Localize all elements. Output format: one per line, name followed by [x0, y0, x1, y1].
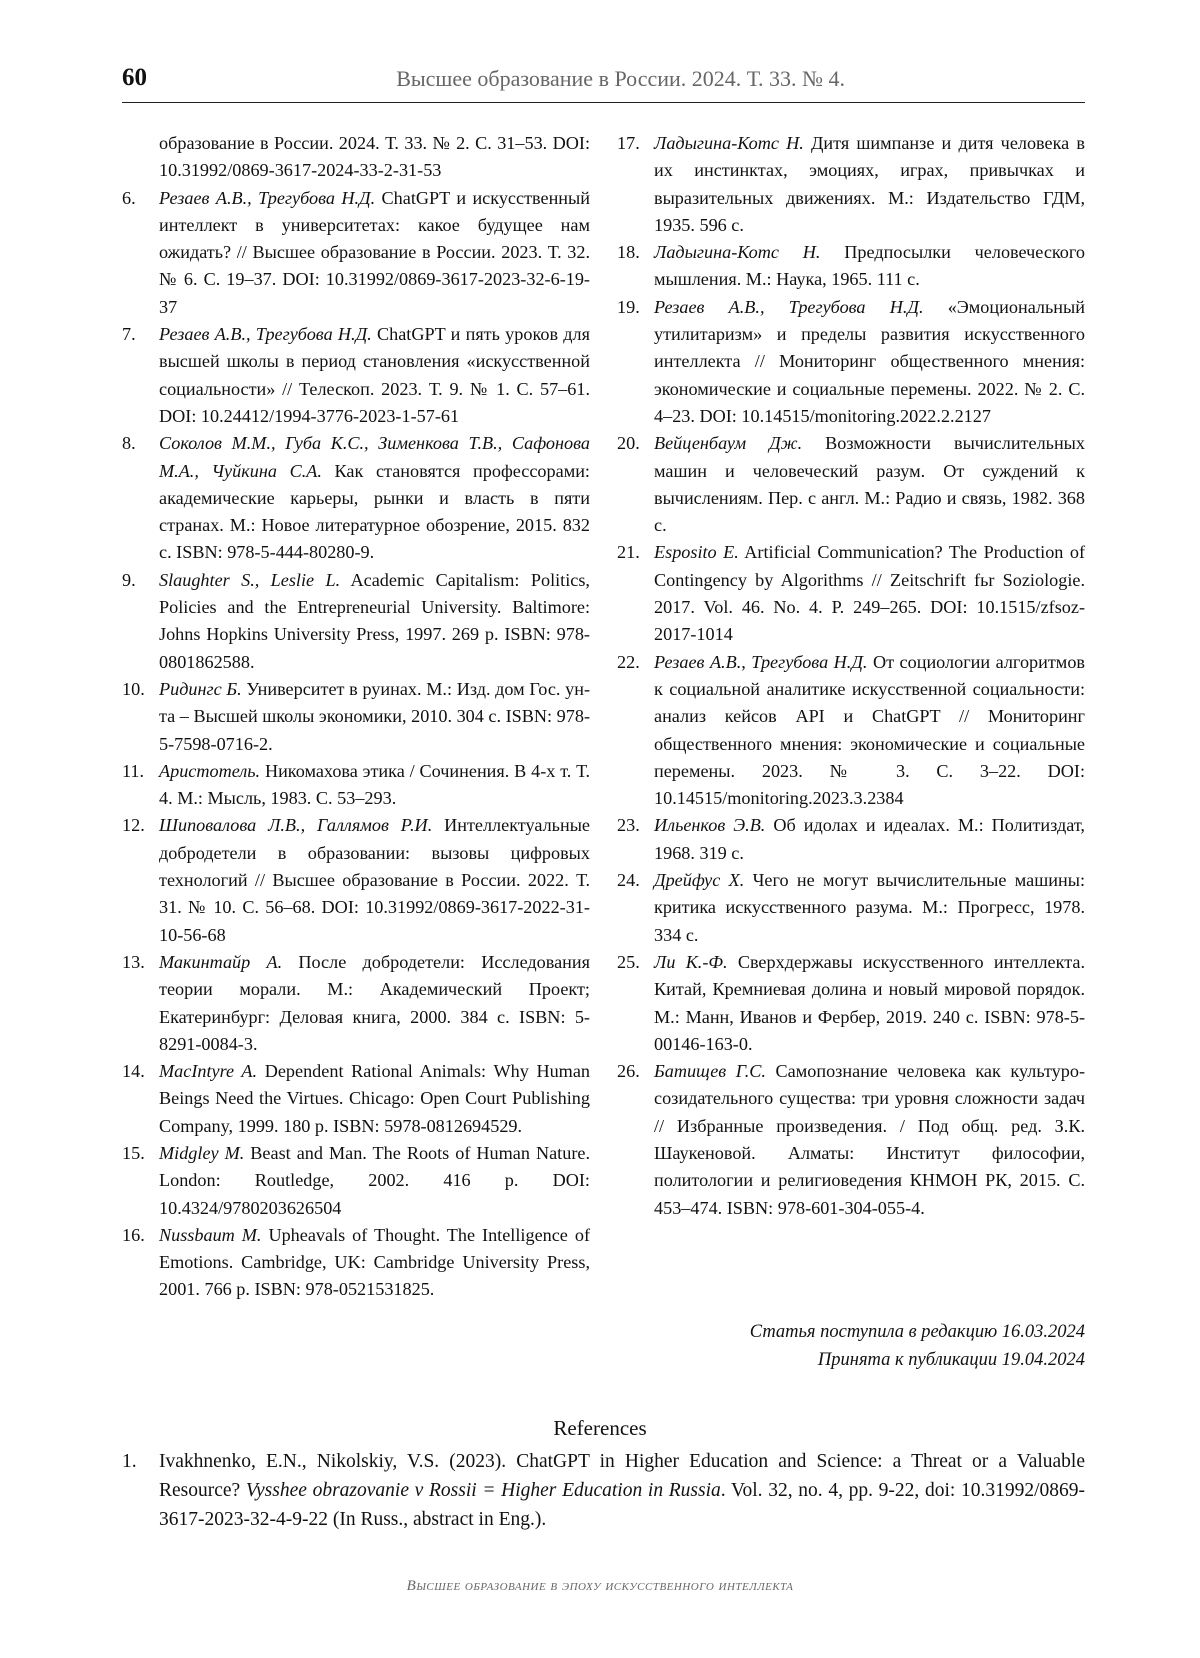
reference-item	[122, 430, 590, 566]
reference-text: образование в России. 2024. Т. 33. № 2. С. 31–53. DOI: 10.31992/0869-3617-2024-33-2-31-53	[159, 133, 590, 181]
reference-item	[122, 567, 590, 676]
reference-text: ChatGPT и пять уроков для высшей школы в период становления «искусственной социальности» // Телескоп. 2023. Т. 9. № 1. С. 57–61. DOI: 10.24412/1994-3776-2023-1-57-61	[159, 324, 590, 426]
reference-author: Ладыгина-Котс Н.	[654, 242, 821, 263]
reference-text: Об идолах и идеалах. М.: Политиздат, 1968. 319 с.	[654, 815, 1085, 863]
page-number: 60	[122, 64, 147, 91]
reference-number: 26.	[617, 1061, 640, 1082]
reference-text: Ivakhnenko, E.N., Nikolskiy, V.S. (2023). ChatGPT in Higher Education and Science: a Threat or a Valuable Resource?	[159, 1451, 1085, 1501]
reference-item	[617, 239, 1085, 294]
reference-number: 12.	[122, 815, 145, 836]
references-heading: References	[553, 1416, 647, 1440]
reference-number: 11.	[122, 760, 145, 781]
reference-number: 24.	[617, 870, 640, 891]
reference-item	[617, 294, 1085, 430]
reference-item	[122, 1058, 590, 1140]
reference-text: От социологии алгоритмов к социальной аналитике искусственной социальности: анализ кейсов API и ChatGPT // Мониторинг общественного мнения: экономические и социальные перемены. 2023. № 3. С. 3–22. DOI: 10.14515/monitoring.2023.3.2384	[654, 651, 1085, 809]
reference-list-left	[122, 130, 590, 1304]
received-date: Статья поступила в редакцию 16.03.2024	[749, 1322, 1085, 1342]
reference-author: Esposito E.	[654, 542, 739, 563]
reference-author: Ильенков Э.В.	[654, 815, 766, 836]
reference-number: 21.	[617, 542, 640, 563]
reference-item	[122, 1140, 590, 1222]
reference-number: 1.	[122, 1451, 137, 1472]
reference-author: Ли К.-Ф.	[654, 951, 728, 972]
reference-author: Резаев А.В., Трегубова Н.Д.	[654, 651, 868, 672]
reference-text: Чего не могут вычислительные машины: критика искусственного разума. М.: Прогресс, 1978. 334 с.	[654, 870, 1085, 945]
submission-dates	[600, 1318, 1085, 1374]
reference-author: Slaughter S., Leslie L.	[159, 569, 341, 590]
reference-author: Резаев А.В., Трегубова Н.Д.	[159, 324, 372, 345]
reference-journal: Vysshee obrazovanie v Rossii = Higher Education in Russia	[245, 1480, 721, 1501]
reference-list-right	[617, 130, 1085, 1222]
reference-item	[122, 1222, 590, 1304]
reference-item	[617, 1058, 1085, 1222]
reference-author: Резаев А.В., Трегубова Н.Д.	[159, 187, 376, 208]
reference-number: 18.	[617, 242, 640, 263]
reference-item	[617, 949, 1085, 1058]
reference-item	[122, 758, 590, 813]
running-footer: Высшее образование в эпоху искусственного интеллекта	[406, 1578, 794, 1594]
right-column	[617, 130, 1085, 1222]
running-header	[122, 62, 1085, 103]
reference-item	[617, 649, 1085, 813]
references-list-english	[122, 1447, 1085, 1534]
reference-text: После добродетели: Исследования теории морали. М.: Академический Проект; Екатеринбург: Деловая книга, 2000. 384 с. ISBN: 5-8291-0084-3.	[159, 951, 590, 1054]
reference-item	[617, 539, 1085, 648]
reference-author: Ридингс Б.	[159, 678, 242, 699]
reference-text: «Эмоциональный утилитаризм» и пределы развития искусственного интеллекта // Мониторинг общественного мнения: экономические и социальные перемены. 2022. № 2. С. 4–23. DOI: 10.14515/monitoring.2022.2.2127	[654, 296, 1085, 426]
reference-author: Midgley M.	[159, 1142, 245, 1163]
reference-author: Nussbaum M.	[159, 1224, 262, 1245]
reference-author: MacIntyre A.	[159, 1061, 258, 1082]
reference-text: Возможности вычислительных машин и человеческий разум. От суждений к вычислениям. Пер. с англ. М.: Радио и связь, 1982. 368 с.	[654, 433, 1085, 536]
reference-number: 20.	[617, 433, 640, 454]
reference-number: 25.	[617, 951, 640, 972]
reference-number: 17.	[617, 133, 640, 153]
reference-text: ChatGPT и искусственный интеллект в университетах: какое будущее нам ожидать? // Высшее образование в России. 2023. Т. 32. № 6. С. 19–37. DOI: 10.31992/0869-3617-2023-32-6-19-37	[159, 187, 590, 317]
reference-text: Никомахова этика / Сочинения. В 4-х т. Т. 4. М.: Мысль, 1983. С. 53–293.	[159, 760, 590, 809]
reference-item	[122, 1447, 1085, 1534]
journal-title: Высшее образование в России. 2024. Т. 33. № 4.	[396, 66, 845, 91]
reference-text: Сверхдержавы искусственного интеллекта. Китай, Кремниевая долина и новый мировой порядок. М.: Манн, Иванов и Фербер, 2019. 240 с. ISBN: 978-5-00146-163-0.	[654, 951, 1085, 1054]
reference-text: Dependent Rational Animals: Why Human Beings Need the Virtues. Chicago: Open Court Publishing Company, 1999. 180 p. ISBN: 5978-0812694529.	[159, 1061, 590, 1136]
reference-author: Вейценбаум Дж.	[654, 433, 803, 454]
reference-number: 23.	[617, 815, 640, 836]
reference-text: Университет в руинах. М.: Изд. дом Гос. ун-та – Высшей школы экономики, 2010. 304 с. ISBN: 978-5-7598-0716-2.	[159, 678, 591, 754]
reference-author: Шиповалова Л.В., Галлямов Р.И.	[159, 815, 433, 836]
reference-item	[617, 130, 1085, 239]
reference-number: 22.	[617, 651, 640, 672]
reference-item	[122, 130, 590, 185]
reference-text: Academic Capitalism: Politics, Policies and the Entrepreneurial University. Baltimore: Johns Hopkins University Press, 1997. 269 p. ISBN: 978-0801862588.	[159, 569, 590, 672]
reference-number: 9.	[122, 569, 136, 590]
reference-text: Самопознание человека как культуро-созидательного существа: три уровня сложности задач // Избранные произведения. / Под общ. ред. З.К. Шаукеновой. Алматы: Институт философии, политологии и религиоведения КНМОН РК, 2015. С. 453–474. ISBN: 978-601-304-055-4.	[654, 1061, 1085, 1218]
reference-item	[617, 867, 1085, 949]
reference-text: Предпосылки человеческого мышления. М.: Наука, 1965. 111 с.	[654, 242, 1085, 290]
reference-item	[122, 949, 590, 1058]
reference-text: Дитя шимпанзе и дитя человека в их инстинктах, эмоциях, играх, привычках и выразительных движениях. М.: Издательство ГДМ, 1935. 596 с.	[654, 133, 1085, 235]
reference-details: . Vol. 32, no. 4, pp. 9-22, doi: 10.31992/0869-3617-2023-32-4-9-22 (In Russ., abstract in Eng.).	[159, 1480, 1085, 1530]
reference-number: 14.	[122, 1061, 145, 1082]
reference-author: Макинтайр А.	[159, 951, 283, 972]
reference-author: Соколов М.М., Губа К.С., Зименкова Т.В., Сафонова М.А., Чуйкина С.А.	[159, 433, 590, 481]
reference-text: Artificial Communication? The Production of Contingency by Algorithms // Zeitschrift fьr Soziologie. 2017. Vol. 46. No. 4. P. 249–265. DOI: 10.1515/zfsoz-2017-1014	[654, 542, 1086, 645]
reference-author: Ладыгина-Котс Н.	[654, 133, 804, 153]
reference-number: 6.	[122, 187, 136, 208]
reference-number: 8.	[122, 433, 136, 454]
reference-text: Upheavals of Thought. The Intelligence of Emotions. Cambridge, UK: Cambridge University Press, 2001. 766 p. ISBN: 978-0521531825.	[159, 1224, 590, 1300]
reference-author: Резаев А.В., Трегубова Н.Д.	[654, 296, 924, 317]
reference-item	[122, 676, 590, 758]
reference-text: Как становятся профессорами: академические карьеры, рынки и власть в пяти странах. М.: Новое литературное обозрение, 2015. 832 с. ISBN: 978-5-444-80280-9.	[159, 460, 590, 563]
left-column	[122, 130, 590, 1304]
reference-item	[122, 185, 590, 321]
reference-item	[617, 430, 1085, 539]
reference-number: 13.	[122, 951, 145, 972]
reference-number: 15.	[122, 1142, 145, 1163]
reference-number: 16.	[122, 1224, 145, 1245]
reference-number: 7.	[122, 324, 136, 345]
reference-number: 10.	[122, 678, 145, 699]
reference-text: Beast and Man. The Roots of Human Nature. London: Routledge, 2002. 416 p. DOI: 10.4324/9780203626504	[159, 1142, 590, 1218]
reference-number: 19.	[617, 296, 640, 317]
accepted-date: Принята к публикации 19.04.2024	[817, 1350, 1085, 1370]
reference-author: Аристотель.	[159, 760, 261, 781]
reference-item	[122, 321, 590, 430]
reference-item	[617, 812, 1085, 867]
reference-author: Батищев Г.С.	[654, 1061, 766, 1082]
reference-item	[122, 812, 590, 948]
reference-author: Дрейфус Х.	[654, 870, 745, 891]
reference-text: Интеллектуальные добродетели в образовании: вызовы цифровых технологий // Высшее образование в России. 2022. Т. 31. № 10. С. 56–68. DOI: 10.31992/0869-3617-2022-31-10-56-68	[159, 815, 590, 945]
